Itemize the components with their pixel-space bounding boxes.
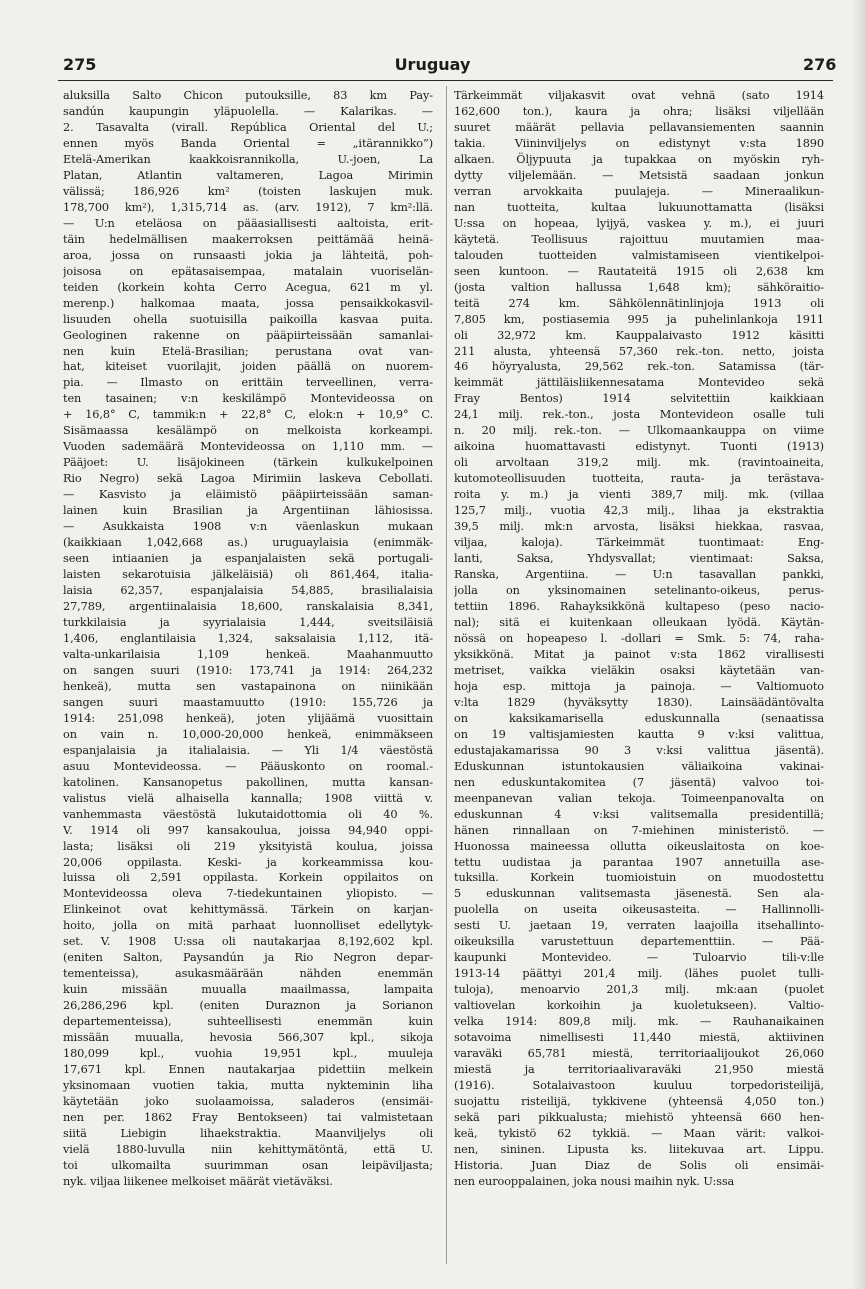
text-line: 20,006 oppilasta. Keski- ja korkeammissa kou- — [63, 855, 433, 869]
text-line: set. V. 1908 U:ssa oli nautakarjaa 8,192,602 kpl. — [63, 935, 433, 949]
text-line: oli arvoltaan 319,2 milj. mk. (ravintoaineita, — [454, 456, 824, 470]
text-line: hat, kiteiset vuorilajit, joiden päällä on nuorem- — [63, 360, 433, 374]
text-line: talouden tuotteiden valmistamiseen vientikelpoi- — [454, 248, 824, 262]
text-line: tettu uudistaa ja parantaa 1907 annetuilla ase- — [454, 855, 824, 869]
text-line: on 19 valtisjamiesten kautta 9 v:ksi valittua, — [454, 727, 824, 741]
text-line: toi ulkomailta suurimman osan leipäviljasta; — [63, 1158, 433, 1172]
text-line: Elinkeinot ovat kehittymässä. Tärkein on karjan- — [63, 903, 433, 917]
text-line: missään muualla, hevosia 566,307 kpl., sikoja — [63, 1031, 433, 1045]
text-line: käytetä. Teollisuus rajoittuu muutamien maa- — [454, 232, 824, 246]
text-line: Montevideossa oleva 7-tiedekuntainen yliopisto. — — [63, 887, 433, 901]
text-line: sekä pari pikkualusta; miehistö yhteensä 660 hen- — [454, 1111, 824, 1124]
text-line: lainen kuin Brasilian ja Argentiinan lähiosissa. — [63, 504, 433, 518]
text-line: nössä on hopeapeso l. -dollari = Smk. 5: 74, raha- — [454, 631, 824, 645]
text-line: Platan, Atlantin valtameren, Lagoa Mirimin — [63, 168, 433, 182]
text-line: eduskunnan 4 v:ksi valitsemalla presidentillä; — [454, 807, 824, 821]
text-line: Historia. Juan Diaz de Solis oli ensimäi- — [454, 1158, 824, 1172]
text-line: nen eurooppalainen, joka nousi maihin nyk. U:ssa — [454, 1174, 735, 1188]
text-line: 162,600 ton.), kaura ja ohra; lisäksi viljellään — [454, 104, 824, 118]
text-line: oikeuksilla varustettuun departementtiin. — Pää- — [454, 935, 824, 949]
text-line: Eduskunnan istuntokausien väliaikoina vakinai- — [454, 759, 824, 773]
text-line: nyk. viljaa liikenee melkoiset määrät vietäväksi. — [63, 1174, 333, 1188]
text-line: 178,700 km²), 1,315,714 as. (arv. 1912), 7 km²:llä. — [63, 200, 433, 214]
left-column — [63, 88, 433, 1190]
text-line: keimmät jättiläisliikennesatama Montevideo sekä — [454, 376, 824, 390]
text-line: siitä Liebigin lihaekstraktia. Maanviljelys oli — [63, 1126, 433, 1140]
text-line: lasta; lisäksi oli 219 yksityistä koulua, joissa — [63, 839, 433, 853]
text-line: Pääjoet: U. lisäjokineen (tärkein kulkukelpoinen — [63, 456, 433, 470]
text-line: 2. Tasavalta (virall. República Oriental del U.; — [63, 120, 433, 134]
text-line: hoito, jolla on mitä parhaat luonnolliset edellytyk- — [63, 919, 433, 933]
text-line: valistus vielä alhaisella kannalla; 1908 viittä v. — [63, 791, 433, 805]
text-line: — Asukkaista 1908 v:n väenlaskun mukaan — [63, 520, 433, 534]
text-line: hoja esp. mittoja ja painoja. — Valtiomuoto — [454, 679, 824, 693]
text-line: teiden (korkein kohta Cerro Acegua, 621 m yl. — [63, 280, 433, 294]
text-line: merenp.) halkomaa maata, jossa pensaikkokasvil- — [63, 296, 433, 310]
text-line: 1914: 251,098 henkeä), joten ylijäämä vuosittain — [63, 711, 433, 725]
text-line: nan tuotteita, kultaa lukuunottamatta (lisäksi — [454, 200, 824, 214]
text-line: luissa oli 2,591 oppilasta. Korkein oppilaitos on — [63, 871, 433, 885]
text-line: (eniten Salton, Paysandún ja Rio Negron depar- — [63, 951, 433, 965]
text-line: v:lta 1829 (hyväksytty 1830). Lainsäädäntövalta — [454, 695, 824, 709]
page-number-left: 275 — [63, 55, 97, 74]
text-line: 211 alusta, yhteensä 57,360 rek.-ton. netto, joista — [454, 344, 824, 358]
text-line: 17,671 kpl. Ennen nautakarjaa pidettiin melkein — [63, 1063, 433, 1077]
text-line: + 16,8° C, tammik:n + 22,8° C, elok:n + 10,9° C. — [63, 408, 433, 422]
text-line: puolella on useita oikeusasteita. — Hallinnolli- — [454, 903, 824, 917]
text-line: seen intiaanien ja espanjalaisten sekä portugali- — [63, 552, 433, 566]
text-line: valtiovelan korkoihin ja kuoletukseen). Valtio- — [454, 999, 824, 1013]
text-line: on sangen suuri (1910: 173,741 ja 1914: 264,232 — [63, 663, 433, 677]
text-line: 5 eduskunnan valitsemasta jäsenestä. Sen ala- — [454, 887, 824, 901]
text-line: nen eduskuntakomitea (7 jäsentä) valvoo toi- — [454, 775, 824, 789]
text-line: tementeissa), asukasmäärään nähden enemmän — [63, 967, 433, 981]
column-divider — [446, 86, 447, 1264]
text-line: n. 20 milj. rek.-ton. — Ulkomaankauppa on viime — [454, 424, 824, 438]
text-line: oli 32,972 km. Kauppalaivasto 1912 käsitti — [454, 328, 824, 342]
text-line: tettiin 1896. Rahayksikkönä kultapeso (peso nacio- — [454, 600, 824, 613]
text-line: täin hedelmällisen maakerroksen peittämää heinä- — [63, 232, 433, 246]
text-line: (josta valtion hallussa 1,648 km); sähköraitio- — [454, 280, 824, 294]
text-line: valta-unkarilaisia 1,109 henkeä. Maahanmuutto — [63, 647, 433, 661]
text-line: ten tasainen; v:n keskilämpö Montevideossa on — [63, 392, 433, 406]
text-line: tuksilla. Korkein tuomioistuin on muodostettu — [454, 871, 824, 885]
text-line: aroa, jossa on runsaasti jokia ja lähteitä, poh- — [63, 248, 433, 262]
page-edge-shadow — [851, 0, 865, 1289]
text-line: tuloja), menoarvio 201,3 milj. mk:aan (puolet — [454, 983, 824, 997]
text-line: sangen suuri maastamuutto (1910: 155,726 ja — [63, 695, 433, 709]
text-line: hänen rinnallaan on 7-miehinen ministeristö. — — [454, 823, 824, 837]
text-line: roita y. m.) ja vienti 389,7 milj. mk. (villaa — [454, 488, 824, 502]
text-line: dytty viljelemään. — Metsistä saadaan jonkun — [454, 168, 824, 182]
text-line: — Kasvisto ja eläimistö pääpiirteissään saman- — [63, 488, 433, 502]
text-line: espanjalaisia ja italialaisia. — Yli 1/4 väestöstä — [63, 743, 433, 757]
text-line: nen, sininen. Lipusta ks. liitekuvaa art. Lippu. — [454, 1142, 824, 1156]
text-line: (kaikkiaan 1,042,668 as.) uruguaylaisia (enimmäk- — [63, 536, 433, 550]
text-line: takia. Viininviljelys on edistynyt v:sta 1890 — [454, 136, 824, 150]
text-line: (1916). Sotalaivastoon kuuluu torpedoristeilijä, — [454, 1079, 824, 1093]
text-line: jolla on yksinomainen setelinanto-oikeus, perus- — [454, 584, 824, 598]
text-line: viljaa, kaloja). Tärkeimmät tuontimaat: Eng- — [454, 536, 824, 550]
text-line: käytetään joko suolaamoissa, saladeros (ensimäi- — [63, 1095, 433, 1109]
text-line: sesti U. jaetaan 19, verraten laajoilla itsehallinto- — [454, 919, 824, 933]
text-line: departementeissa), suhteellisesti enemmän kuin — [63, 1015, 433, 1029]
text-line: 7,805 km, postiasemia 995 ja puhelinlankoja 1911 — [454, 312, 824, 326]
text-line: 1913-14 päättyi 201,4 milj. (lähes puolet tulli- — [454, 967, 824, 981]
text-line: miestä ja territoriaalivaraväki 21,950 miestä — [454, 1063, 824, 1077]
text-line: sandún kaupungin yläpuolella. — Kalarikas. — — [63, 104, 433, 118]
text-line: — U:n eteläosa on pääasiallisesti aaltoista, erit- — [63, 216, 433, 230]
text-line: Geologinen rakenne on pääpiirteissään samanlai- — [63, 328, 433, 342]
text-line: edustajakamarissa 90 3 v:ksi valittua jäsentä). — [454, 743, 824, 757]
text-line: 39,5 milj. mk:n arvosta, lisäksi hiekkaa, rasvaa, — [454, 520, 824, 534]
text-line: 1,406, englantilaisia 1,324, saksalaisia 1,112, itä- — [63, 631, 433, 645]
text-line: lisuuden ohella suotuisilla paikoilla kasvaa puita. — [63, 312, 433, 326]
text-line: turkkilaisia ja syyrialaisia 1,444, sveitsiläisiä — [63, 615, 433, 629]
text-line: 180,099 kpl., vuohia 19,951 kpl., muuleja — [63, 1047, 433, 1061]
right-column — [454, 88, 824, 1190]
text-line: sotavoima nimellisesti 11,440 miestä, aktiivinen — [454, 1031, 824, 1045]
text-line: suuret määrät pellavia pellavansiementen saannin — [454, 120, 824, 134]
text-line: alkaen. Öljypuuta ja tupakkaa on myöskin ryh- — [454, 152, 824, 166]
text-line: henkeä), mutta sen vastapainona on niinikään — [63, 679, 433, 693]
text-line: varaväki 65,781 miestä, territoriaalijoukot 26,060 — [454, 1047, 824, 1061]
text-line: nal); sitä ei kuitenkaan olleukaan lyödä. Käytän- — [454, 615, 824, 629]
text-line: kuin missään muualla maailmassa, lampaita — [63, 983, 433, 997]
text-line: asuu Montevideossa. — Pääuskonto on roomal.- — [63, 759, 433, 773]
text-line: välissä; 186,926 km² (toisten laskujen muk. — [63, 184, 433, 198]
text-line: Tärkeimmät viljakasvit ovat vehnä (sato 1914 — [454, 89, 824, 102]
text-line: laisten sekarotuisia jälkeläisiä) oli 861,464, italia- — [63, 568, 433, 582]
text-line: ennen myös Banda Oriental = „itärannikko”) — [63, 136, 433, 150]
text-line: Fray Bentos) 1914 selvitettiin kaikkiaan — [454, 392, 824, 406]
text-line: metriset, vaikka vieläkin osaksi käytetään van- — [454, 663, 824, 677]
text-line: laisia 62,357, espanjalaisia 54,885, brasilialaisia — [63, 584, 433, 598]
text-line: suojattu risteilijä, tykkivene (yhteensä 4,050 ton.) — [454, 1095, 824, 1109]
text-line: pia. — Ilmasto on erittäin terveellinen, verra- — [63, 376, 433, 390]
text-line: Ranska, Argentiina. — U:n tasavallan pankki, — [454, 568, 824, 582]
text-line: 24,1 milj. rek.-ton., josta Montevideon osalle tuli — [454, 408, 824, 422]
text-line: vanhemmasta väestöstä lukutaidottomia oli 40 %. — [63, 807, 433, 821]
text-line: on kaksikamarisella eduskunnalla (senaatissa — [454, 711, 824, 725]
text-line: 125,7 milj., vuotia 42,3 milj., lihaa ja ekstraktia — [454, 504, 824, 518]
text-line: yksikkönä. Mitat ja painot v:sta 1862 virallisesti — [454, 647, 824, 661]
text-line: seen kuntoon. — Rautateitä 1915 oli 2,638 km — [454, 264, 824, 278]
running-title: Uruguay — [394, 55, 471, 74]
text-line: aikoina huomattavasti edistynyt. Tuonti (1913) — [454, 440, 824, 454]
text-line: joisosa on epätasaisempaa, matalain vuoriselän- — [63, 264, 433, 278]
text-line: on vain n. 10,000-20,000 henkeä, enimmäkseen — [63, 727, 433, 741]
text-line: U:ssa on hopeaa, lyijyä, vaskea y. m.), ei juuri — [454, 216, 824, 230]
text-line: 46 höyryalusta, 29,562 rek.-ton. Satamissa (tär- — [454, 360, 824, 374]
text-line: yksinomaan vuotien takia, mutta nykteminin liha — [63, 1079, 433, 1093]
text-line: verran arvokkaita puulajeja. — Mineraalikun- — [454, 184, 824, 198]
text-line: kaupunki Montevideo. — Tuloarvio tili-v:lle — [454, 951, 824, 965]
text-line: vielä 1880-luvulla niin kehittymätöntä, että U. — [63, 1142, 433, 1156]
text-line: Sisämaassa kesälämpö on melkoista korkeampi. — [63, 424, 433, 438]
text-line: Rio Negro) sekä Lagoa Mirimiin laskeva Cebollati. — [63, 472, 433, 486]
text-line: Etelä-Amerikan kaakkoisrannikolla, U.-joen, La — [63, 152, 433, 166]
text-line: kutomoteollisuuden tuotteita, rauta- ja terästava- — [454, 472, 824, 486]
text-line: 26,286,296 kpl. (eniten Duraznon ja Sorianon — [63, 999, 433, 1013]
text-line: 27,789, argentiinalaisia 18,600, ranskalaisia 8,341, — [63, 600, 433, 613]
header-rule — [58, 80, 833, 81]
text-line: lanti, Saksa, Yhdysvallat; vientimaat: Saksa, — [454, 552, 824, 566]
text-line: velka 1914: 809,8 milj. mk. — Rauhanaikainen — [454, 1015, 824, 1029]
text-line: meenpanevan valian tekoja. Toimeenpanovalta on — [454, 791, 824, 805]
text-line: V. 1914 oli 997 kansakoulua, joissa 94,940 oppi- — [63, 823, 433, 837]
text-line: Vuoden sademäärä Montevideossa on 1,110 mm. — — [63, 440, 433, 454]
text-line: Huonossa maineessa ollutta oikeuslaitosta on koe- — [454, 839, 824, 853]
text-line: nen kuin Etelä-Brasilian; perustana ovat van- — [63, 344, 433, 358]
page-number-right: 276 — [803, 55, 837, 74]
text-line: keä, tykistö 62 tykkiä. — Maan värit: valkoi- — [454, 1126, 824, 1140]
text-line: nen per. 1862 Fray Bentokseen) tai valmistetaan — [63, 1111, 433, 1124]
text-line: katolinen. Kansanopetus pakollinen, mutta kansan- — [63, 775, 433, 789]
text-line: teitä 274 km. Sähkölennätinlinjoja 1913 oli — [454, 296, 824, 310]
text-line: aluksilla Salto Chicon putouksille, 83 km Pay- — [63, 89, 433, 102]
